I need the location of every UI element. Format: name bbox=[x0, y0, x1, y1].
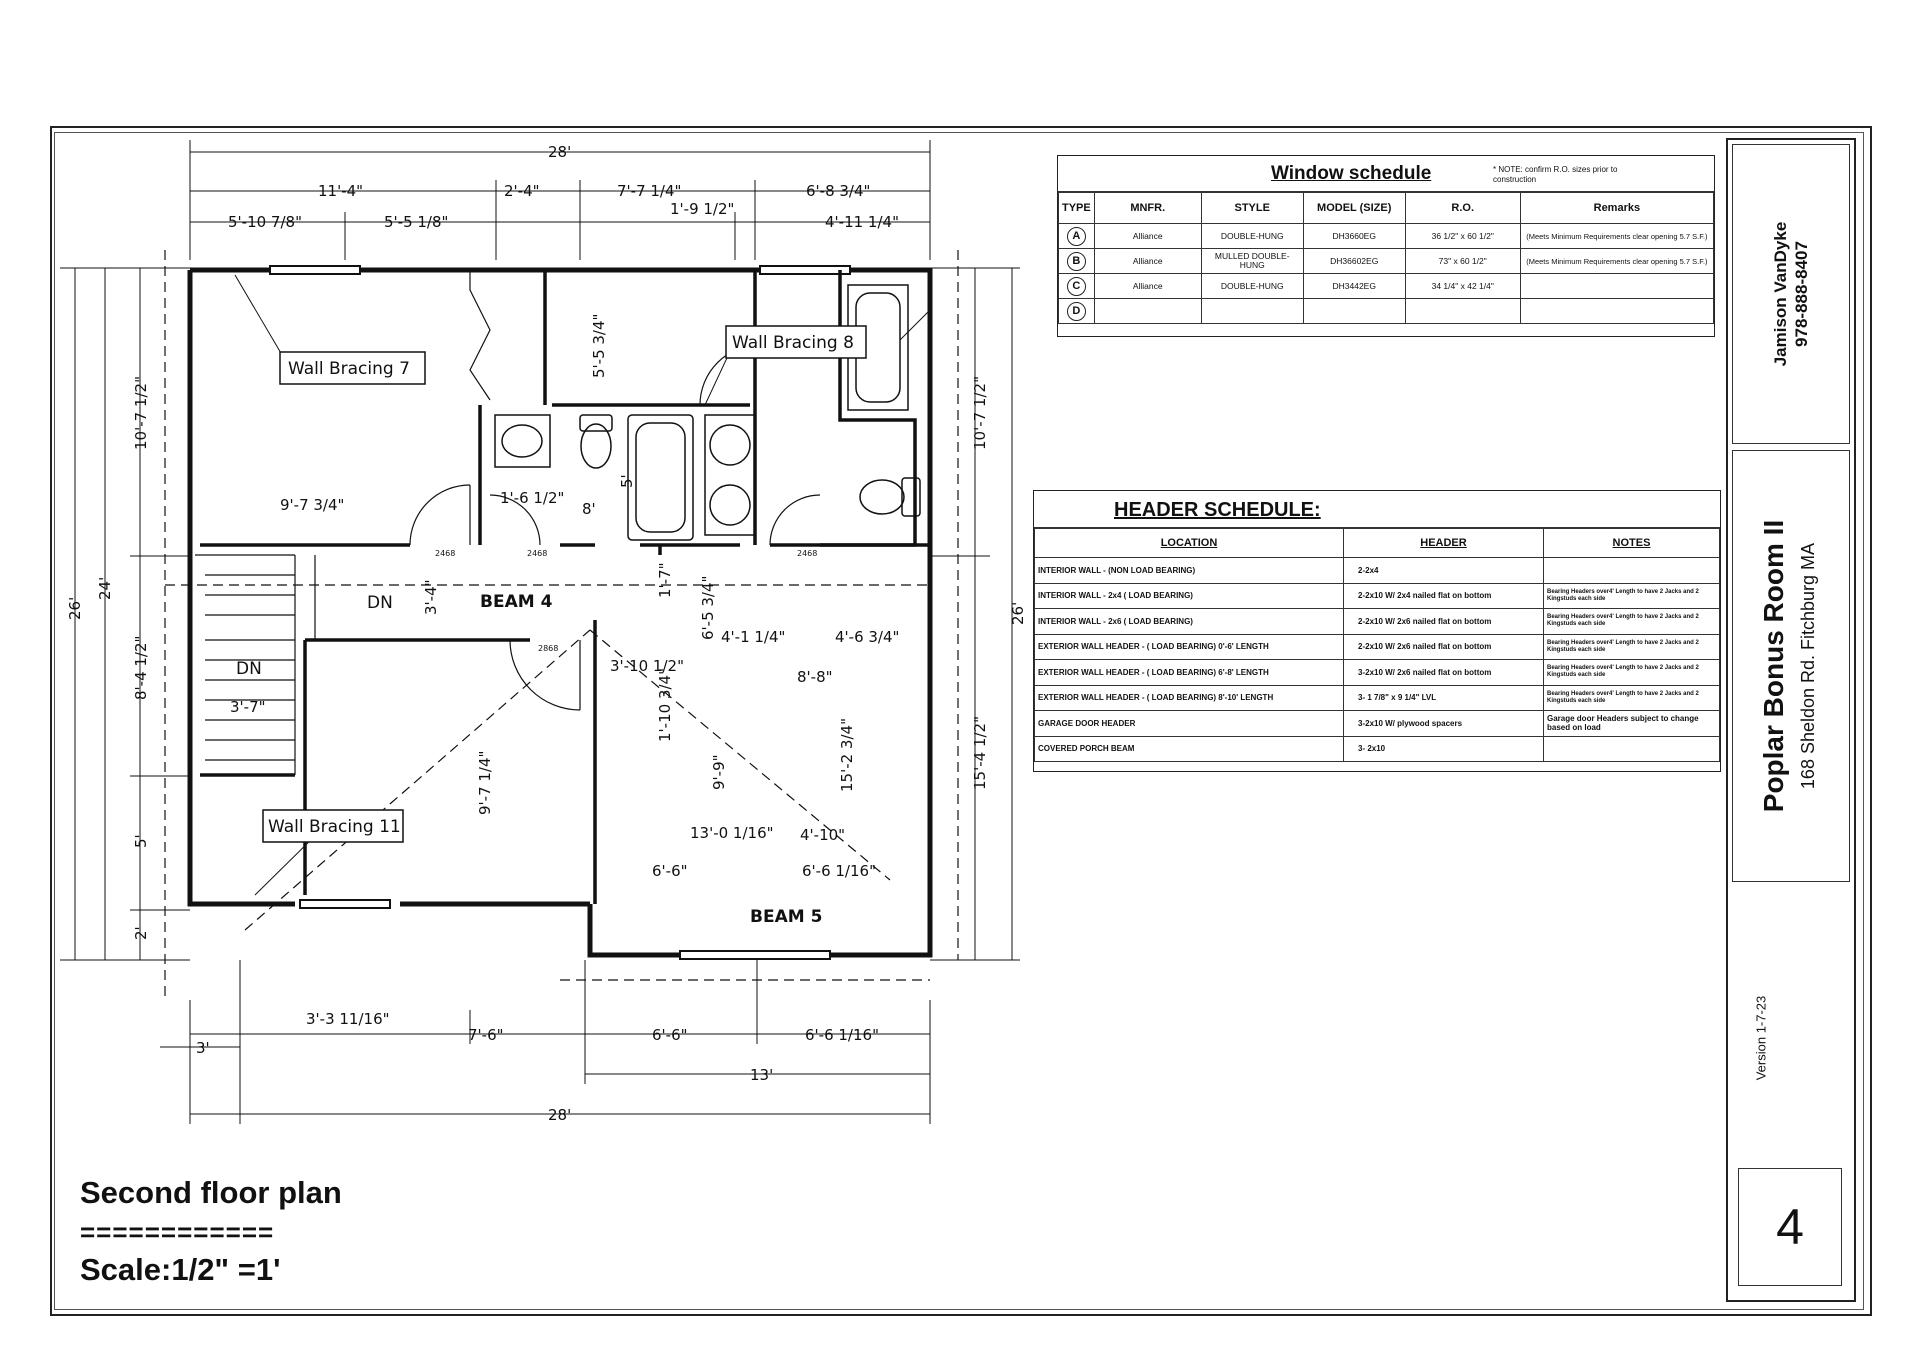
cell-location: INTERIOR WALL - (NON LOAD BEARING) bbox=[1035, 558, 1344, 584]
cell-ro: 34 1/4" x 42 1/4" bbox=[1405, 274, 1520, 299]
window-type-d: D bbox=[1067, 302, 1086, 321]
dim-top-sub-1: 5'-10 7/8" bbox=[228, 213, 302, 231]
cell-location: EXTERIOR WALL HEADER - ( LOAD BEARING) 6'-8' LENGTH bbox=[1035, 660, 1344, 686]
header-schedule-header bbox=[1034, 491, 1720, 528]
table-row bbox=[1035, 685, 1720, 711]
cell-mnfr: Alliance bbox=[1094, 249, 1201, 274]
header-schedule bbox=[1033, 490, 1721, 772]
cell-header: 2-2x10 W/ 2x4 nailed flat on bottom bbox=[1344, 583, 1544, 609]
col-mnfr: MNFR. bbox=[1094, 193, 1201, 224]
dim-right-10: 10'-7 1/2" bbox=[971, 376, 989, 450]
dim-bottom-1: 3'-3 11/16" bbox=[306, 1010, 390, 1028]
dim-int-4-1: 4'-1 1/4" bbox=[721, 628, 786, 646]
header-schedule-table bbox=[1034, 528, 1720, 762]
table-row bbox=[1035, 634, 1720, 660]
table-row bbox=[1059, 249, 1714, 274]
table-row bbox=[1035, 711, 1720, 737]
sheet-number: 4 bbox=[1738, 1168, 1842, 1286]
table-row bbox=[1035, 736, 1720, 762]
designer-cell bbox=[1732, 144, 1850, 444]
cell-notes bbox=[1544, 736, 1720, 762]
dim-int-4-6: 4'-6 3/4" bbox=[835, 628, 900, 646]
dim-bottom-13: 13' bbox=[750, 1066, 774, 1084]
project-cell bbox=[1732, 450, 1850, 882]
dim-int-3-4: 3'-4" bbox=[422, 579, 440, 615]
cell-location: COVERED PORCH BEAM bbox=[1035, 736, 1344, 762]
dim-int-5: 5' bbox=[618, 474, 636, 488]
dim-top-2: 2'-4" bbox=[504, 182, 540, 200]
cell-model: DH3442EG bbox=[1303, 274, 1405, 299]
cell-ro bbox=[1405, 299, 1520, 324]
dim-top-1: 11'-4" bbox=[318, 182, 364, 200]
label-wall-bracing-7: Wall Bracing 7 bbox=[288, 359, 410, 379]
dim-int-1-6: 1'-6 1/2" bbox=[500, 489, 565, 507]
dim-int-9-7: 9'-7 3/4" bbox=[280, 496, 345, 514]
drawing-name: Second floor plan bbox=[80, 1175, 342, 1210]
dim-top-sub-4: 4'-11 1/4" bbox=[825, 213, 899, 231]
drawing-title-underline: ============ bbox=[80, 1217, 275, 1247]
table-row bbox=[1035, 609, 1720, 635]
table-row bbox=[1059, 299, 1714, 324]
window-schedule bbox=[1057, 155, 1715, 337]
col-header: HEADER bbox=[1344, 529, 1544, 558]
project-address: 168 Sheldon Rd. Fitchburg MA bbox=[1798, 542, 1818, 790]
dim-bottom-2: 7'-6" bbox=[468, 1026, 504, 1044]
door-label-2468-c: 2468 bbox=[797, 549, 818, 558]
cell-location: EXTERIOR WALL HEADER - ( LOAD BEARING) 8'-10' LENGTH bbox=[1035, 685, 1344, 711]
label-dn-upper: DN bbox=[367, 593, 393, 613]
window-type-a: A bbox=[1067, 227, 1086, 246]
project-name: Poplar Bonus Room II bbox=[1758, 519, 1789, 813]
cell-mnfr: Alliance bbox=[1094, 274, 1201, 299]
cell-header: 3-2x10 W/ 2x6 nailed flat on bottom bbox=[1344, 660, 1544, 686]
dim-top-sub-2: 5'-5 1/8" bbox=[384, 213, 449, 231]
cell-location: INTERIOR WALL - 2x6 ( LOAD BEARING) bbox=[1035, 609, 1344, 635]
dim-left-2: 2' bbox=[132, 926, 150, 940]
label-dn-lower: DN bbox=[236, 659, 262, 679]
cell-remarks: (Meets Minimum Requirements clear opening 5.7 S.F.) bbox=[1520, 224, 1713, 249]
dim-bottom-overall: 28' bbox=[548, 1106, 572, 1124]
cell-model: DH36602EG bbox=[1303, 249, 1405, 274]
cell-header: 3- 1 7/8" x 9 1/4" LVL bbox=[1344, 685, 1544, 711]
dim-int-5-5: 5'-5 3/4" bbox=[590, 313, 608, 378]
dim-top-4: 6'-8 3/4" bbox=[806, 182, 871, 200]
dim-int-13-0: 13'-0 1/16" bbox=[690, 824, 774, 842]
cell-remarks: (Meets Minimum Requirements clear opening 5.7 S.F.) bbox=[1520, 249, 1713, 274]
col-ro: R.O. bbox=[1405, 193, 1520, 224]
label-wall-bracing-8: Wall Bracing 8 bbox=[732, 333, 854, 353]
cell-style: DOUBLE-HUNG bbox=[1201, 274, 1303, 299]
window-schedule-title: Window schedule bbox=[1271, 163, 1432, 184]
designer-phone: 978-888-8407 bbox=[1792, 241, 1811, 347]
cell-location: INTERIOR WALL - 2x4 ( LOAD BEARING) bbox=[1035, 583, 1344, 609]
cell-style: MULLED DOUBLE-HUNG bbox=[1201, 249, 1303, 274]
cell-model bbox=[1303, 299, 1405, 324]
cell-location: GARAGE DOOR HEADER bbox=[1035, 711, 1344, 737]
designer-name: Jamison VanDyke bbox=[1771, 221, 1790, 367]
dim-int-4-10: 4'-10" bbox=[800, 826, 846, 844]
cell-notes: Bearing Headers over4' Length to have 2 Jacks and 2 Kingstuds each side bbox=[1544, 609, 1720, 635]
dim-int-9-7-14: 9'-7 1/4" bbox=[476, 750, 494, 815]
cell-ro: 36 1/2" x 60 1/2" bbox=[1405, 224, 1520, 249]
col-style: STYLE bbox=[1201, 193, 1303, 224]
cell-mnfr: Alliance bbox=[1094, 224, 1201, 249]
cell-ro: 73" x 60 1/2" bbox=[1405, 249, 1520, 274]
dim-left-8: 8'-4 1/2" bbox=[132, 635, 150, 700]
table-row bbox=[1059, 224, 1714, 249]
dim-int-8: 8' bbox=[582, 500, 596, 518]
dim-right-26: 26' bbox=[1009, 601, 1027, 625]
cell-notes: Bearing Headers over4' Length to have 2 Jacks and 2 Kingstuds each side bbox=[1544, 634, 1720, 660]
cell-model: DH3660EG bbox=[1303, 224, 1405, 249]
cell-style: DOUBLE-HUNG bbox=[1201, 224, 1303, 249]
title-block bbox=[1726, 138, 1856, 1302]
cell-remarks bbox=[1520, 274, 1713, 299]
dim-left-26: 26' bbox=[66, 596, 84, 620]
dim-int-1-10: 1'-10 3/4" bbox=[656, 668, 674, 742]
window-schedule-note: * NOTE: confirm R.O. sizes prior to construction bbox=[1493, 165, 1618, 184]
window-type-c: C bbox=[1067, 277, 1086, 296]
dim-int-3-10: 3'-10 1/2" bbox=[610, 657, 684, 675]
window-schedule-table bbox=[1058, 192, 1714, 324]
col-notes: NOTES bbox=[1544, 529, 1720, 558]
cell-mnfr bbox=[1094, 299, 1201, 324]
dim-int-8-8: 8'-8" bbox=[797, 668, 833, 686]
drawing-scale: Scale:1/2" =1' bbox=[80, 1252, 281, 1287]
col-model: MODEL (SIZE) bbox=[1303, 193, 1405, 224]
dim-int-3-7: 3'-7" bbox=[230, 698, 266, 716]
cell-header: 2-2x10 W/ 2x6 nailed flat on bottom bbox=[1344, 609, 1544, 635]
label-wall-bracing-11: Wall Bracing 11 bbox=[268, 817, 401, 837]
col-remarks: Remarks bbox=[1520, 193, 1713, 224]
cell-remarks bbox=[1520, 299, 1713, 324]
dim-bottom-3: 6'-6" bbox=[652, 1026, 688, 1044]
header-schedule-title: HEADER SCHEDULE: bbox=[1114, 499, 1321, 521]
dim-top-3: 7'-7 1/4" bbox=[617, 182, 682, 200]
dim-left-5: 5' bbox=[132, 834, 150, 848]
cell-header: 2-2x4 bbox=[1344, 558, 1544, 584]
table-row bbox=[1035, 583, 1720, 609]
cell-notes: Garage door Headers subject to change based on load bbox=[1544, 711, 1720, 737]
dim-int-15-2: 15'-2 3/4" bbox=[838, 718, 856, 792]
version-cell bbox=[1732, 888, 1850, 1298]
cell-style bbox=[1201, 299, 1303, 324]
door-label-2468-a: 2468 bbox=[435, 549, 456, 558]
door-label-2868: 2868 bbox=[538, 644, 559, 653]
cell-header: 3-2x10 W/ plywood spacers bbox=[1344, 711, 1544, 737]
dim-bottom-3ft: 3' bbox=[196, 1039, 210, 1057]
label-beam-4: BEAM 4 bbox=[480, 592, 553, 612]
dim-int-1-7: 1'-7" bbox=[656, 562, 674, 598]
col-type: TYPE bbox=[1059, 193, 1095, 224]
cell-header: 3- 2x10 bbox=[1344, 736, 1544, 762]
dim-top-overall: 28' bbox=[548, 143, 572, 161]
dim-bottom-4: 6'-6 1/16" bbox=[805, 1026, 879, 1044]
window-type-b: B bbox=[1067, 252, 1086, 271]
cell-notes: Bearing Headers over4' Length to have 2 Jacks and 2 Kingstuds each side bbox=[1544, 685, 1720, 711]
label-beam-5: BEAM 5 bbox=[750, 907, 823, 927]
cell-header: 2-2x10 W/ 2x6 nailed flat on bottom bbox=[1344, 634, 1544, 660]
cell-notes: Bearing Headers over4' Length to have 2 Jacks and 2 Kingstuds each side bbox=[1544, 583, 1720, 609]
drawing-title bbox=[80, 1175, 342, 1288]
window-schedule-header bbox=[1058, 156, 1714, 192]
version-text: Version 1-7-23 bbox=[1753, 995, 1769, 1081]
dim-int-6-5: 6'-5 3/4" bbox=[699, 575, 717, 640]
dim-int-6-6-16: 6'-6 1/16" bbox=[802, 862, 876, 880]
dim-left-24: 24' bbox=[96, 576, 114, 600]
door-label-2468-b: 2468 bbox=[527, 549, 548, 558]
dim-left-10: 10'-7 1/2" bbox=[132, 376, 150, 450]
dim-int-9-9: 9'-9" bbox=[710, 754, 728, 790]
cell-notes bbox=[1544, 558, 1720, 584]
table-row bbox=[1059, 274, 1714, 299]
col-location: LOCATION bbox=[1035, 529, 1344, 558]
dim-int-6-6: 6'-6" bbox=[652, 862, 688, 880]
cell-notes: Bearing Headers over4' Length to have 2 Jacks and 2 Kingstuds each side bbox=[1544, 660, 1720, 686]
dim-right-15: 15'-4 1/2" bbox=[971, 716, 989, 790]
dim-top-sub-3: 1'-9 1/2" bbox=[670, 200, 735, 218]
table-row bbox=[1035, 660, 1720, 686]
table-row bbox=[1035, 558, 1720, 584]
cell-location: EXTERIOR WALL HEADER - ( LOAD BEARING) 0'-6' LENGTH bbox=[1035, 634, 1344, 660]
